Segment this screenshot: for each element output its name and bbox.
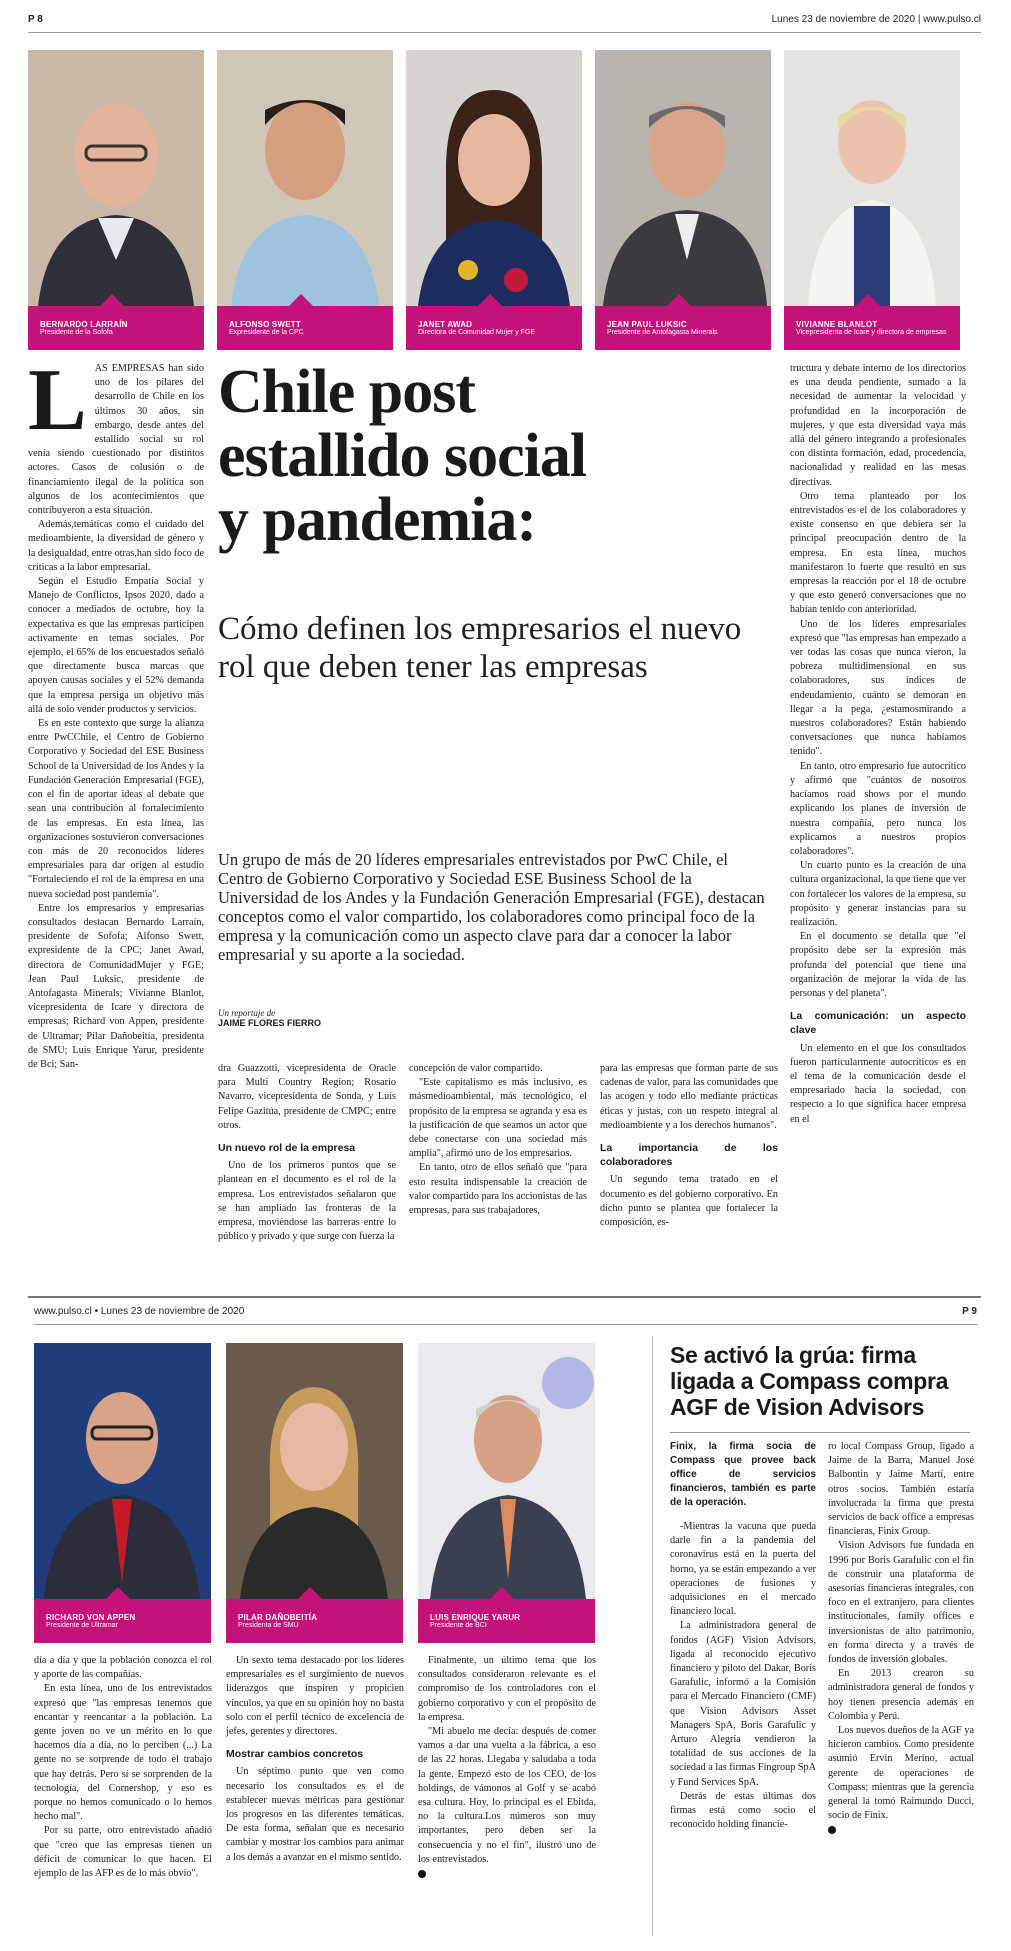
sidebar-divider — [652, 1336, 653, 1936]
paragraph: Uno de los primeros puntos que se plantean en el documento es el rol de la empresa. Los entrevistados señalaron que se han ampliado las fronteras de la empresa, moviéndose las barreras entre lo público y privado y que surge con fuerza la — [218, 1160, 396, 1243]
page-date-site: www.pulso.cl • Lunes 23 de noviembre de 2020 — [34, 1306, 245, 1317]
portrait-caption — [217, 306, 393, 350]
paragraph: ro local Compass Group, ligado a Jaime de la Barra, Manuel José Balbontín y Jaime Martí, entre otros socios. También estaría involucrada la firma que presta servicios de back office a empresas financieras, Finix Group. — [828, 1441, 974, 1538]
header-rule — [28, 32, 981, 33]
paragraph: "Este capitalismo es más inclusivo, es másmedioambiental, más tecnológico, el propósito de la empresa se agranda y esa es la justificación de que seamos un actor que debe conectarse con una sociedad más amplia", afirmó uno de los empresarios. — [409, 1077, 587, 1160]
portrait-role: Presidente de Ultramar — [46, 1622, 118, 1629]
portrait-role: Presidente de BCI — [430, 1622, 487, 1629]
sidebar-rule — [670, 1432, 970, 1433]
portrait-role: Directora de Comunidad Mujer y FGE — [418, 329, 536, 336]
paragraph: día a día y que la población conozca el rol y aporte de las compañías. — [34, 1655, 212, 1681]
paragraph: En el documento se detalla que "el propósito debe ser la expresión más profunda del potencial que tiene una organización de mejorar la vida de las personas y del planeta". — [790, 931, 966, 999]
article-column-p9-3 — [418, 1654, 596, 1881]
portrait-card — [34, 1343, 211, 1643]
portrait-role: Expresidente de la CPC — [229, 329, 304, 336]
article-column-p9-2 — [226, 1654, 404, 1865]
paragraph: tructura y debate interno de los directorios es una deuda pendiente, sumado a la necesidad de aumentar la velocidad y profundidad en la incorporación de mujeres, y que esta diversidad vaya más allá del género integrando a profesionales con distinta formación, edad, procedencia, nacionalidad y realidad en las mesas directivas. — [790, 363, 966, 488]
portrait-caption — [28, 306, 204, 350]
end-of-article-icon — [418, 1870, 426, 1878]
drop-cap: L — [28, 352, 87, 449]
sidebar-headline: Se activó la grúa: firma ligada a Compass compra AGF de Vision Advisors — [670, 1342, 949, 1420]
end-of-article-icon — [828, 1826, 836, 1834]
paragraph: En 2013 crearon su administradora general de fondos y hoy tienen presencia además en Colombia y Perú. — [828, 1668, 974, 1722]
portrait-photo — [217, 50, 393, 306]
paragraph: Es en este contexto que surge la alianza entre PwCChile, el Centro de Gobierno Corporativo y Sociedad del ESE Business School de la Universidad de los Andes y la Fundación Generación Empresarial (FGE), con el fin de aportar ideas al debate que sean una contribución al fortalecimiento de las empresas. En esta línea, las organizaciones sostuvieron conversaciones con más de 20 reconocidos líderes empresariales para dar origen al estudio "Fortaleciendo el rol de la empresa en una nueva sociedad post pandemia". — [28, 718, 204, 900]
portrait-caption — [34, 1599, 211, 1643]
header-rule — [34, 1324, 977, 1325]
portrait-card — [595, 50, 771, 350]
paragraph: Otro tema planteado por los entrevistados es el de los colaboradores y existe consenso en que debiera ser la principal preocupación dentro de la empresa. En esta línea, muchos manifestaron lo fuerte que resultó en sus empresas la reacción por el 18 de octubre y que esto generó conversaciones que no habían tenido con anterioridad. — [790, 490, 966, 616]
paragraph: Vision Advisors fue fundada en 1996 por Boris Garafulic con el fin de construir una plataforma de asesorías financieras integrales, con foco en el extranjero, para clientes institucionales, family offices e inversionistas de alto patrimonio, en forma directa y a través de fondos de inversión globales. — [828, 1540, 974, 1666]
deck-subtitle: Cómo definen los empresarios el nuevo rol que deben tener las empresas — [218, 611, 742, 685]
article-column-2 — [218, 1062, 396, 1244]
paragraph: Un séptimo punto que ven como necesario los consultados es el de establecer nuevas métricas para gestionar los progresos en las diferentes temáticas. De esta forma, señalan que es necesario cambiar y mostrar los cambios para animar a los demás a avanzar en el mismo sentido. — [226, 1766, 404, 1863]
paragraph: Por su parte, otro entrevistado añadió que "creo que las empresas tienen un déficit de comunicar lo que hacen. El ejemplo de las AFP es de lo más obvio". — [34, 1825, 212, 1880]
portrait-name: ALFONSO SWETT — [229, 320, 301, 329]
article-column-5 — [790, 362, 966, 1127]
headline-line: y pandemia: — [218, 486, 536, 554]
headline-line: Chile post — [218, 358, 475, 426]
portrait-card — [406, 50, 582, 350]
article-column-1 — [28, 352, 204, 1072]
paragraph: En tanto, otro empresario fue autocrítico y afirmó que "cuántos de nosotros hacíamos road shows por el mundo explicando los planes de inversión de nuestra compañía, pero nunca los explicamos a nuestros propios colaboradores". — [790, 760, 966, 857]
article-column-4 — [600, 1062, 778, 1230]
portrait-name: PILAR DAÑOBEITÍA — [238, 1613, 318, 1622]
paragraph: La administradora general de fondos (AGF) Vision Advisors, ligada al reconocido ejecutivo financiero y piloto del Dakar, Boris Garafulic, informó a la Comisión para el Mercado Financiero (CMF) que Vision Advisors Asset Managers SpA, Boris Garafulic y Arturo Alegría vendieron la totalidad de sus acciones de la sociedad a las firmas Fingroup SpA y Fund Services SpA. — [670, 1620, 816, 1788]
subheading: Un nuevo rol de la empresa — [218, 1142, 356, 1155]
paragraph: "Mi abuelo me decía: después de comer vamos a dar una vuelta a la fábrica, a eso de las 22 horas. Llegaba y saludaba a toda la gente. Empezó esto de los CEO, de los holdings, de vámonos al Golf y se acabó esa cultura. Hoy, lo principal es el Ebitda, no la cultura.Los números son muy importantes, pero deben ser la consecuencia y no el fin", ilustró uno de los entrevistados. — [418, 1726, 596, 1865]
byline-author: JAIME FLORES FIERRO — [218, 1018, 322, 1028]
portrait-photo — [784, 50, 960, 306]
portrait-photo — [418, 1343, 595, 1599]
paragraph: Entre los empresarios y empresarias consultados destacan Bernardo Larraín, presidente de Sofofa; Alfonso Swett, expresidente de la CPC; Janet Awad, directora de ComunidadMujer y FGE; Jean Paul Luksic, presidente de Antofagasta Minerals; Vivianne Blanlot, vicepresidenta de Icare y directora de empresas; Richard von Appen, presidente de Ultramar; Pilar Dañobeitía, presidenta de SMU; Luis Enrique Yarur, presidente de Bci; San- — [28, 902, 204, 1070]
portrait-caption — [595, 306, 771, 350]
byline-kicker: Un reportaje de — [218, 1008, 276, 1018]
portrait-caption — [406, 306, 582, 350]
sidebar-intro: Finix, la firma socia de Compass que provee back office de servicios financieros, también es parte de la operación. — [670, 1441, 816, 1508]
sidebar-column-1 — [670, 1440, 816, 1832]
page-number: P 9 — [962, 1306, 977, 1317]
portrait-photo — [595, 50, 771, 306]
portrait-name: BERNARDO LARRAÍN — [40, 320, 128, 329]
paragraph: AS EMPRESAS han sido uno de los pilares del desarrollo de Chile en los últimos 30 años, sin embargo, desde antes del estallido social su rol venía siendo cuestionado por distintos actores. Casos de colusión o de financiamiento ilegal de la política son algunos de los acontecimientos que contribuyeron a esta situación. — [28, 363, 204, 517]
portrait-name: JANET AWAD — [418, 320, 473, 329]
paragraph: Un sexto tema destacado por los líderes empresariales es el surgimiento de nuevos liderazgos que inspiren y propicien vínculos, ya que en su opinión hoy no basta solo con el perfil técnico de excelencia de jefes, gerentes y directores. — [226, 1655, 404, 1738]
portrait-caption — [784, 306, 960, 350]
paragraph: Un elemento en el que los consultados fueron particularmente autocríticos es en el tema de la comunicación desde el empresariado hacia la sociedad, con respecto a lo que significa hacer empresa en el — [790, 1042, 966, 1125]
portrait-card — [226, 1343, 403, 1643]
subheading: Mostrar cambios concretos — [226, 1748, 364, 1761]
subheading: La comunicación: un aspecto clave — [790, 1010, 966, 1037]
portrait-card — [418, 1343, 595, 1643]
byline — [218, 1008, 518, 1028]
paragraph: para las empresas que forman parte de sus cadenas de valor, para las comunidades que las acogen y todo ello mediante prácticas éticas y justas, con un respeto integral al medioambiente y a los derechos humanos". — [600, 1063, 778, 1131]
portrait-name: JEAN PAUL LUKSIC — [607, 320, 687, 329]
paragraph: Un cuarto punto es la creación de una cultura organizacional, la que tiene que ver con fortalecer los valores de la empresa, su propósito y generar instancias para su realización. — [790, 860, 966, 928]
paragraph: dra Guazzotti, vicepresidenta de Oracle para Multi Country Region; Rosario Navarro, vicepresidenta de Sonda, y Luis Felipe Gazitúa, presidente de CMPC; entre otros. — [218, 1063, 396, 1131]
page-date-site: Lunes 23 de noviembre de 2020 | www.pulso.cl — [771, 14, 981, 25]
portrait-photo — [406, 50, 582, 306]
lead-paragraph: Un grupo de más de 20 líderes empresariales entrevistados por PwC Chile, el Centro de Gobierno Corporativo y Sociedad ESE Business School de la Universidad de los Andes y la Fundación Generación Empresarial (FGE), destacan conceptos como el valor compartido, los colaboradores como principal foco de la empresa y la comunicación como un aspecto clave para dar a conocer la labor empresarial y su aporte a la sociedad. — [218, 850, 765, 964]
article-column-p9-1 — [34, 1654, 212, 1881]
portrait-photo — [226, 1343, 403, 1599]
paragraph: Según el Estudio Empatía Social y Manejo de Conflictos, Ipsos 2020, dado a conocer a mediados de octubre, hoy la expectativa es que las empresas participen activamente en temas sociales. Por ejemplo, el 65% de los encuestados señaló que directamente busca marcas que apoyen causas sociales y el 52% demanda que la empresa persiga un objetivo más allá de solo vender productos y servicios. — [28, 576, 204, 715]
paragraph: Además,temáticas como el cuidado del medioambiente, la diversidad de género y la desigualdad, entre otras,han sido foco de críticas a la labor empresarial. — [28, 519, 204, 573]
portrait-card — [784, 50, 960, 350]
page-number: P 8 — [28, 14, 43, 25]
page-divider — [28, 1296, 981, 1298]
portrait-name: VIVIANNE BLANLOT — [796, 320, 878, 329]
paragraph: En tanto, otro de ellos señaló que "para esto resulta indispensable la creación de valor compartido para los accionistas de las empresas, para sus trabajadores, — [409, 1162, 587, 1217]
portrait-role: Vicepresidenta de Icare y directora de empresas — [796, 329, 947, 336]
paragraph: Finalmente, un último tema que los consultados consideraron relevante es el compromiso de los controladores con el gobierno corporativo y con el propósito de la empresa. — [418, 1655, 596, 1723]
paragraph: Detrás de estas últimas dos firmas está como socio el reconocido holding financie- — [670, 1790, 816, 1831]
portrait-card — [217, 50, 393, 350]
portrait-card — [28, 50, 204, 350]
article-column-3 — [409, 1062, 587, 1218]
portrait-name: LUIS ENRIQUE YARUR — [430, 1613, 521, 1622]
paragraph: En esta línea, uno de los entrevistados expresó que "las empresas tenemos que encantar y reencantar a la población. La gente joven no ve un mérito en lo que hacemos día a día, no lo perciben (...) La gente no se sorprende de todo el trabajo que hay detrás. Pero sí se sorprenden de la tecnología, del Cornershop, y eso es porque no hemos comunicado o lo hemos hecho mal". — [34, 1683, 212, 1823]
paragraph: Los nuevos dueños de la AGF ya hicieron cambios. Como presidente asumió Ervin Merino, actual gerente de operaciones de Compass; mientras que la gerencia general la tomó Raimundo Ducci, socio de Finix. — [828, 1725, 974, 1822]
portrait-caption — [226, 1599, 403, 1643]
portrait-photo — [28, 50, 204, 306]
portrait-role: Presidente de la Sofofa — [40, 329, 113, 336]
portrait-role: Presidenta de SMU — [238, 1622, 299, 1629]
sidebar-column-2 — [828, 1440, 974, 1838]
paragraph: Uno de los líderes empresariales expresó que "las empresas han empezado a ver todas las cosas que nunca vieron, la pobreza multidimensional en sus colaboradores, sus índices de endeudamiento, cuánto se demoran en llegar a la pega, ¿estamosmirando a nuestros colaboradores? Están habiendo conversaciones que nunca habíamos tenido". — [790, 618, 966, 758]
headline — [218, 360, 778, 552]
portrait-name: RICHARD VON APPEN — [46, 1613, 136, 1622]
portrait-caption — [418, 1599, 595, 1643]
paragraph: Un segundo tema tratado en el documento es del gobierno corporativo. En dicho punto se plantea que fortalecer la composición, es- — [600, 1174, 778, 1229]
paragraph: concepción de valor compartido. — [409, 1063, 543, 1074]
subheading: La importancia de los colaboradores — [600, 1142, 778, 1169]
portrait-role: Presidente de Antofagasta Minerals — [607, 329, 718, 336]
paragraph: -Mientras la vacuna que pueda darle fin a la pandemia del coronavirus está en la puerta del horno, ya se están empezando a ver operaciones de fusiones y adquisiciones en el mercado financiero local. — [670, 1521, 816, 1618]
portrait-photo — [34, 1343, 211, 1599]
headline-line: estallido social — [218, 422, 587, 490]
